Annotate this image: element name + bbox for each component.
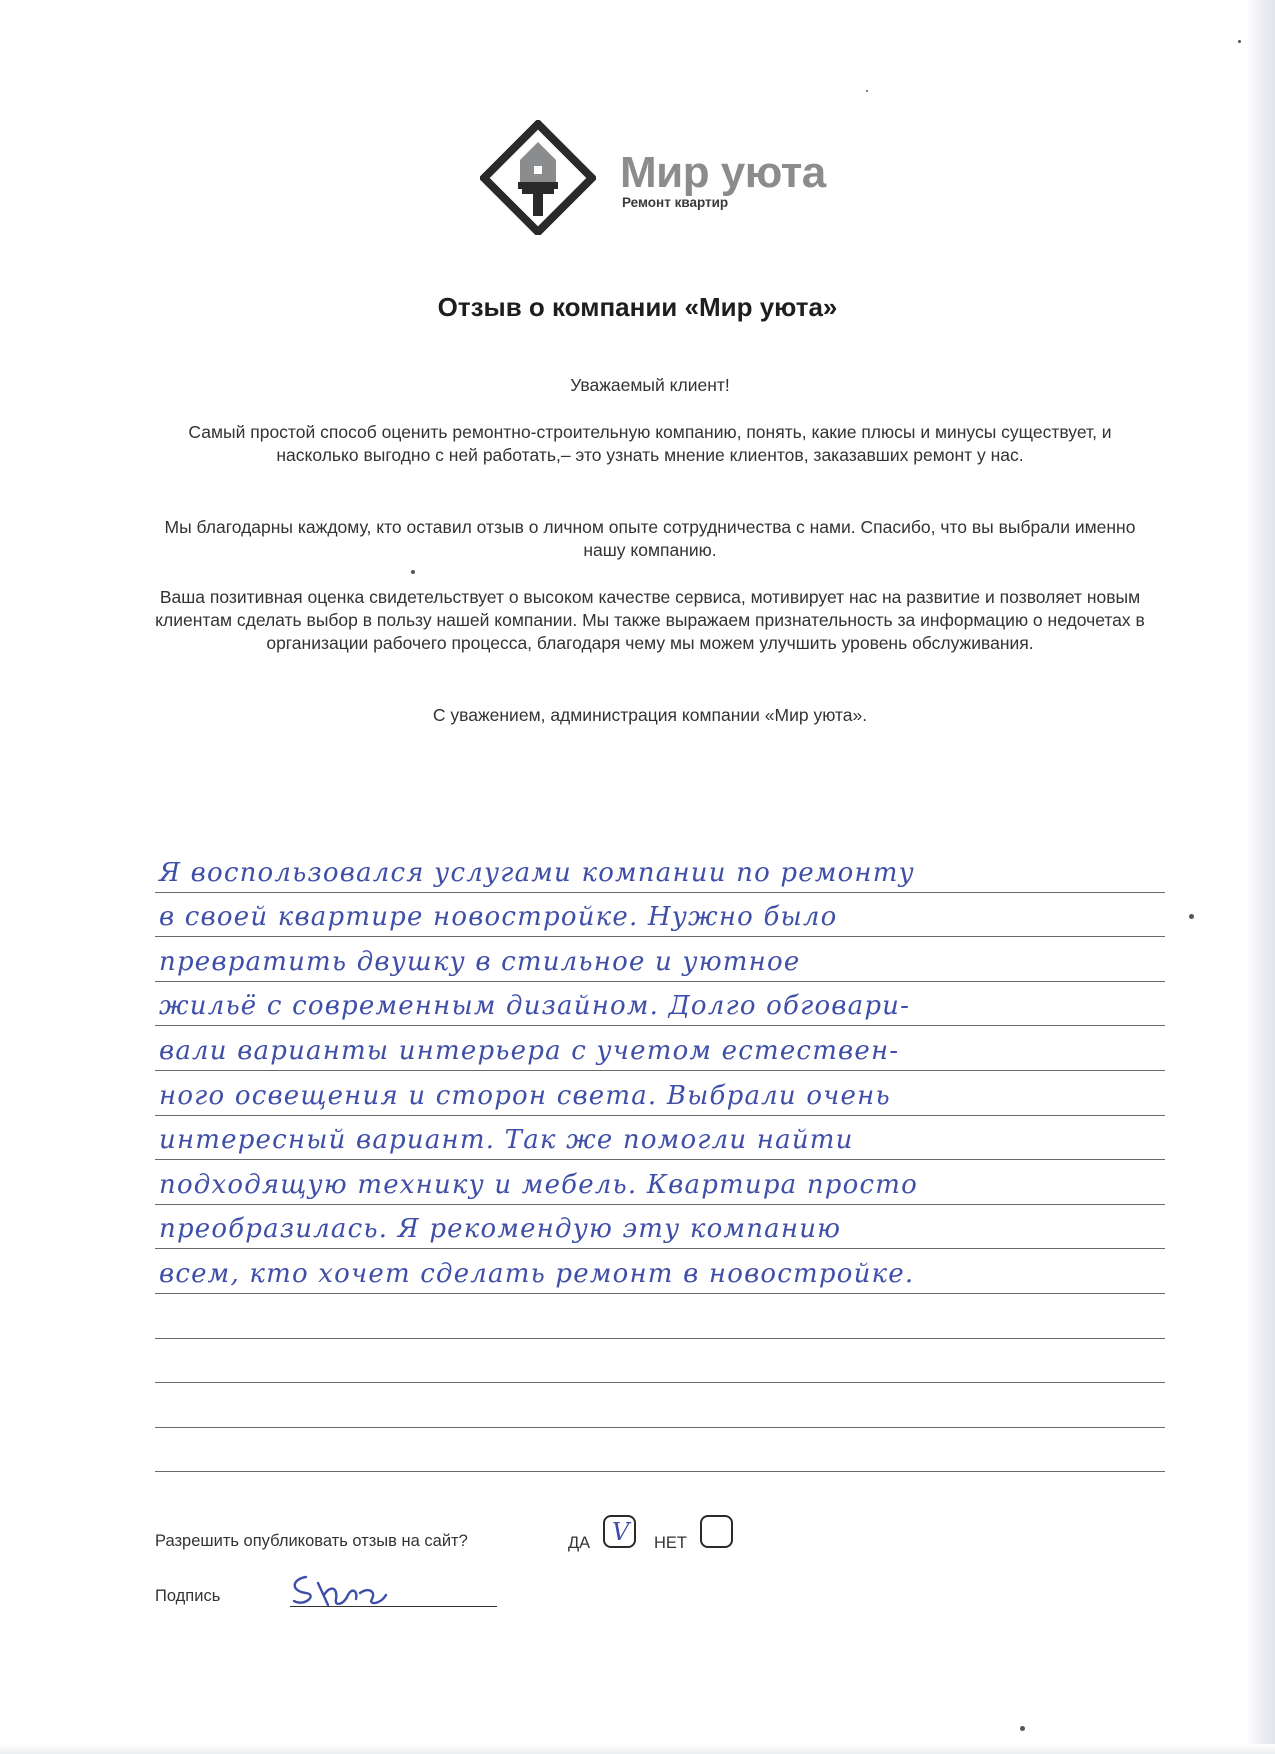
greeting: Уважаемый клиент! (570, 375, 730, 395)
document-title: Отзыв о компании «Мир уюта» (437, 292, 838, 322)
handwritten-line: жильё с современным дизайном. Долго обговари- (159, 991, 911, 1022)
scan-shadow-bottom (0, 1744, 1275, 1754)
handwritten-line: вали варианты интерьера с учетом естествен- (159, 1035, 900, 1066)
handwritten-line: превратить двушку в стильное и уютное (159, 946, 801, 977)
ruled-line (155, 1160, 1165, 1205)
ruled-line (155, 848, 1165, 893)
company-logo (480, 120, 840, 235)
intro-paragraph: Самый простой способ оценить ремонтно-строительную компанию, понять, какие плюсы и минусы существует, и насколько выгодно с ней работать,– это узнать мнение клиентов, заказавших ремонт у нас. (188, 422, 1112, 465)
handwritten-line: преобразилась. Я рекомендую эту компанию (159, 1214, 842, 1245)
handwritten-line: интересный вариант. Так же помогли найти (159, 1125, 854, 1156)
ruled-line (155, 1428, 1165, 1473)
handwritten-line: ного освещения и сторон света. Выбрали очень (159, 1080, 891, 1111)
ruled-line (155, 1339, 1165, 1384)
checkmark-icon: V (612, 1518, 630, 1546)
handwritten-line: в своей квартире новостройке. Нужно было (159, 902, 838, 933)
ruled-line (155, 1383, 1165, 1428)
handwritten-line: всем, кто хочет сделать ремонт в новостройке. (159, 1258, 915, 1289)
review-text-area[interactable] (155, 848, 1165, 1472)
yes-checkbox[interactable] (603, 1515, 636, 1548)
publish-consent-question: Разрешить опубликовать отзыв на сайт? (155, 1532, 468, 1550)
handwritten-signature (288, 1565, 408, 1615)
scan-speck (411, 570, 415, 574)
no-label: НЕТ (654, 1534, 687, 1552)
ruled-line (155, 1071, 1165, 1116)
feedback-paragraph: Ваша позитивная оценка свидетельствует о высоком качестве сервиса, мотивирует нас на развитие и позволяет новым клиентам сделать выбор в пользу нашей компании. Мы также выражаем признательность за информацию о недочетах в организации рабочего процесса, благодаря чему мы можем улучшить уровень обслуживания. (155, 587, 1145, 653)
ruled-line (155, 1249, 1165, 1294)
brand-tagline: Ремонт квартир (622, 195, 729, 210)
ruled-line (155, 893, 1165, 938)
handwritten-line: Я воспользовался услугами компании по ремонту (159, 857, 915, 888)
scan-speck (1238, 40, 1241, 43)
ruled-line (155, 1294, 1165, 1339)
ruled-line (155, 1026, 1165, 1071)
scan-shadow-edge (1247, 0, 1275, 1754)
scan-speck (1020, 1726, 1025, 1731)
scan-speck (866, 90, 868, 92)
closing-line: С уважением, администрация компании «Мир уюта». (432, 705, 868, 725)
scan-speck (1189, 914, 1194, 919)
ruled-line (155, 1205, 1165, 1250)
ruled-line (155, 982, 1165, 1027)
signature-label: Подпись (155, 1587, 221, 1605)
no-checkbox[interactable] (700, 1515, 733, 1548)
yes-label: ДА (568, 1534, 591, 1552)
ruled-line (155, 937, 1165, 982)
brand-name: Мир уюта (620, 148, 826, 197)
house-brush-icon (480, 120, 596, 235)
ruled-line (155, 1116, 1165, 1161)
thanks-paragraph: Мы благодарны каждому, кто оставил отзыв о личном опыте сотрудничества с нами. Спасибо, что вы выбрали именно нашу компанию. (164, 517, 1136, 560)
handwritten-line: подходящую технику и мебель. Квартира просто (159, 1169, 918, 1200)
